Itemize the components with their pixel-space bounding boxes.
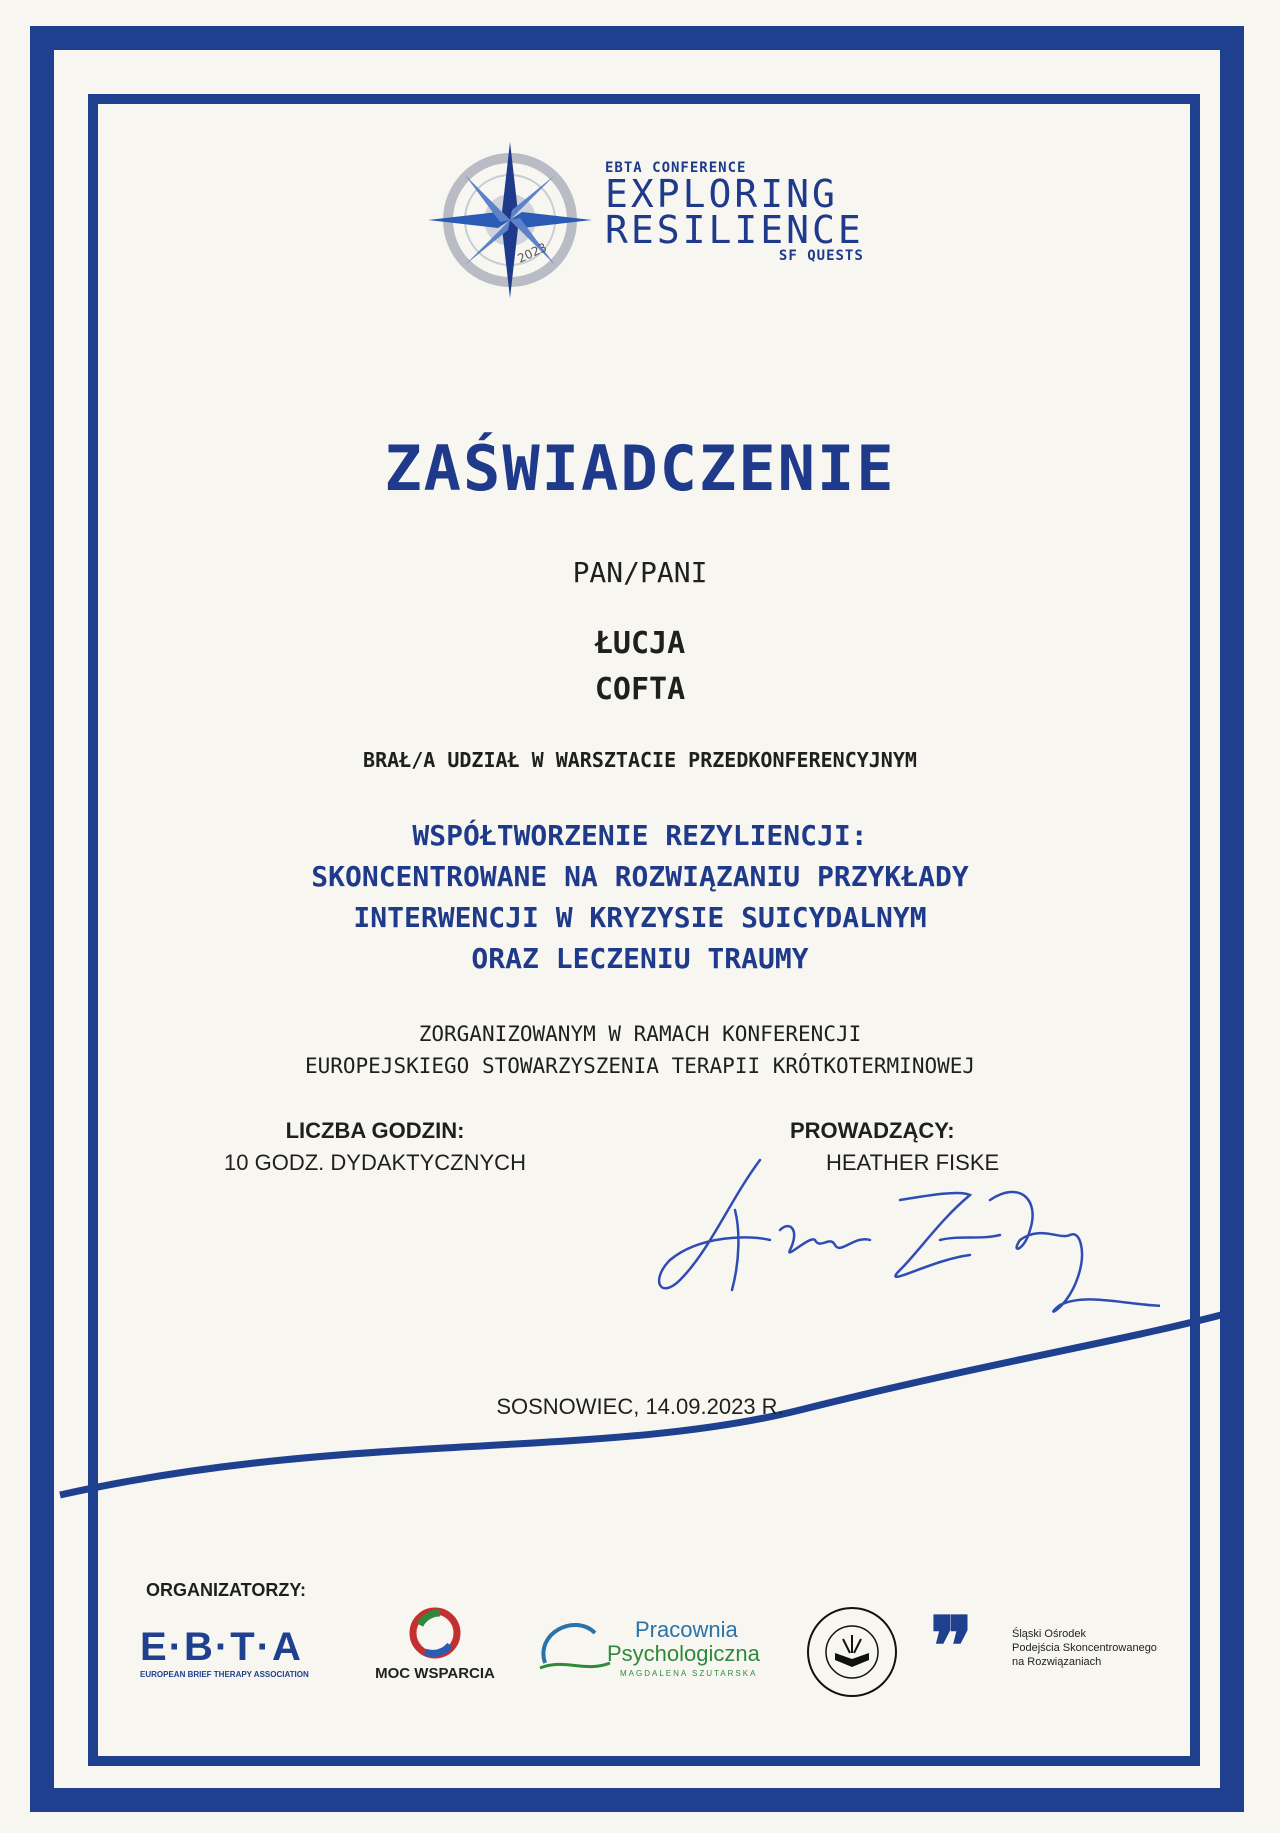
ebta-logo [140,1605,360,1705]
workshop-line: SKONCENTROWANE NA ROZWIĄZANIU PRZYKŁADY [311,860,969,893]
organizers-label: ORGANIZATORZY: [146,1580,306,1600]
moc-wsparcia-icon [405,1605,465,1660]
workshop-title [0,815,1280,979]
pracownia-sub: MAGDALENA SZUTARSKA [620,1669,758,1678]
conference-logo [420,140,880,300]
leader-value: HEATHER FISKE [826,1150,1000,1175]
compass-icon [420,140,600,300]
hours-label: LICZBA GODZIN: [285,1118,465,1143]
compass-year: 2023 [515,240,549,266]
conference-title [605,160,864,264]
organized-line: ZORGANIZOWANYM W RAMACH KONFERENCJI [418,1022,862,1046]
ebta-subtitle: EUROPEAN BRIEF THERAPY ASSOCIATION [140,1670,309,1679]
pracownia-line1: Pracownia [635,1617,738,1642]
slaski-osrodek-logo [930,1599,1170,1705]
salutation: PAN/PANI [572,556,708,589]
conference-small-label: EBTA CONFERENCE [605,160,747,176]
moc-wsparcia-label: MOC WSPARCIA [375,1665,495,1682]
workshop-line: ORAZ LECZENIU TRAUMY [471,942,809,975]
ebta-mark: E·B·T·A [140,1625,303,1669]
humanitas-logo [805,1605,905,1705]
slaski-text: Śląski Ośrodek Podejścia Skoncentrowanego na Rozwiązaniach [1012,1628,1157,1668]
conference-line1: EXPLORING [605,172,838,216]
workshop-line: INTERWENCJI W KRYZYSIE SUICYDALNYM [353,901,927,934]
moc-wsparcia-logo [375,1605,495,1705]
participation-text: BRAŁ/A UDZIAŁ W WARSZTACIE PRZEDKONFERENCYJNYM [363,748,917,772]
organizer-logos [140,1599,1160,1705]
hours-value: 10 GODZ. DYDAKTYCZNYCH [224,1150,526,1175]
organized-line: EUROPEJSKIEGO STOWARZYSZENIA TERAPII KRÓTKOTERMINOWEJ [304,1054,976,1078]
first-name: ŁUCJA [594,626,686,661]
last-name: COFTA [594,672,686,707]
place-date: SOSNOWIEC, 14.09.2023 R. [496,1394,784,1419]
leader-label: PROWADZĄCY: [790,1118,955,1143]
pracownia-icon [535,1613,615,1683]
pracownia-logo [535,1605,785,1705]
humanitas-seal-icon [805,1605,900,1700]
decorative-wave [0,1280,1280,1580]
organized-text [0,1018,1280,1082]
certificate-title: ZAŚWIADCZENIE [384,432,896,505]
workshop-line: WSPÓŁTWORZENIE REZYLIENCJI: [412,819,868,852]
quote-mark-icon: ❞ [930,1599,974,1693]
pracownia-line2: Psychologiczna [607,1641,760,1666]
conference-line2: RESILIENCE [605,208,864,252]
conference-sub: SF QUESTS [778,248,864,264]
